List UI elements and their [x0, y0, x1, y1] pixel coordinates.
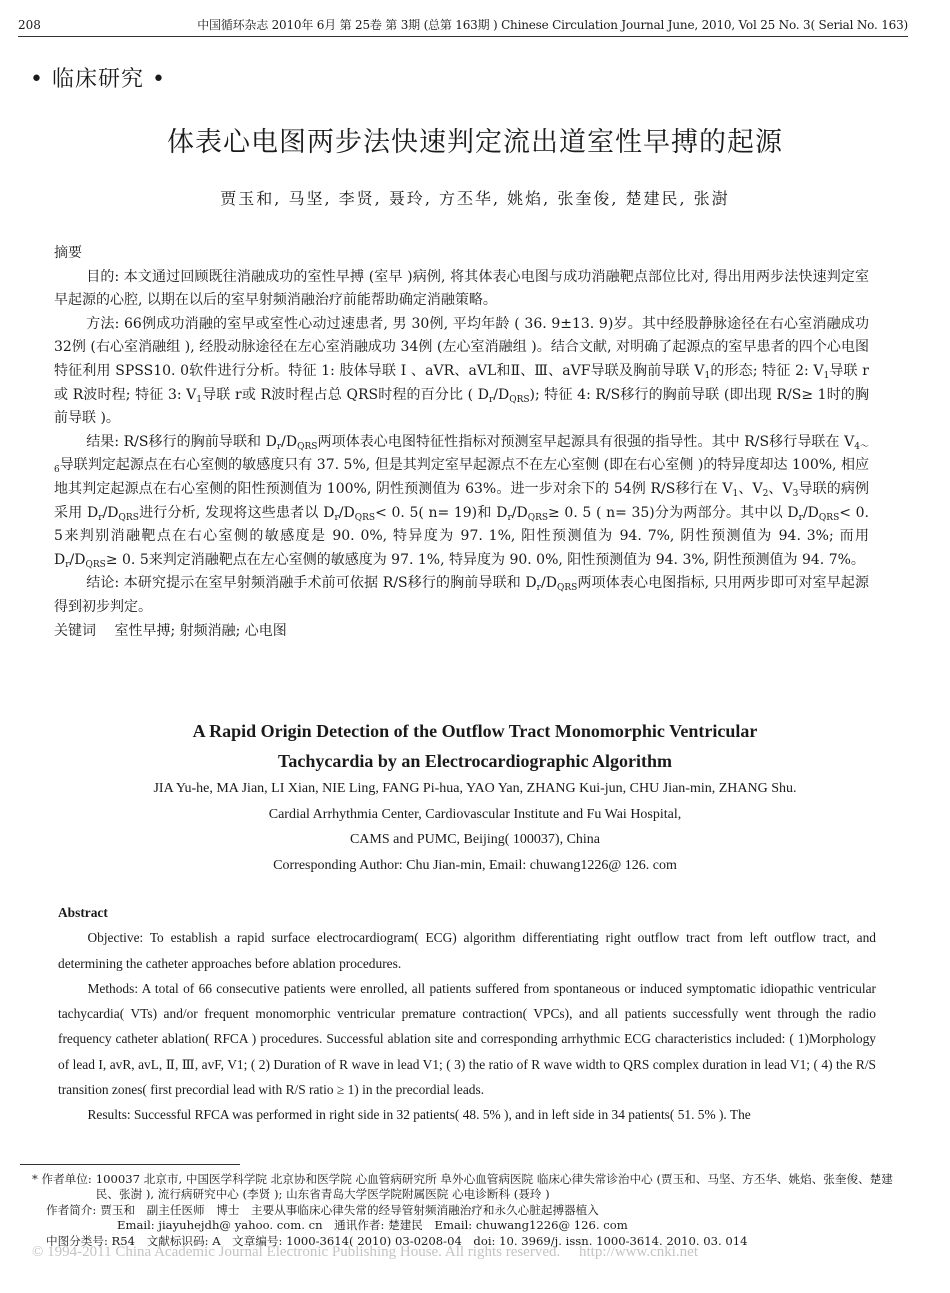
english-objective: Objective: To establish a rapid surface electrocardiogram( ECG) algorithm differentiating right outflow tract from left outflow tract, and determining the catheter approaches before ablation procedures.: [58, 930, 876, 971]
footnotes: [32, 1172, 912, 1249]
english-title: [0, 716, 950, 776]
abstract-methods: 方法: 66例成功消融的室早或室性心动过速患者, 男 30例, 平均年龄 ( 36. 9±13. 9)岁。其中经股静脉途径在右心室消融成功 32例 (右心室消融组 ), 经股动脉途径在左心室消融成功 34例 (左心室消融组 )。结合文献, 对明确了起源点的室早患者的四个心电图特征利用 SPSS10. 0软件进行分析。特征 1: 肢体导联 Ⅰ 、aVR、aVL和Ⅱ、Ⅲ、aVF导联及胸前导联 $V_1$的形态; 特征 2: $V_1$导联 r或 R波时程; 特征 3: $V_1$导联 r或 R波时程占总 QRS时程的百分比 ( $D_r/D_{QRS}$); 特征 4: R/S移行的胸前导联 (即出现 R/S≥ 1时的胸前导联 )。: [54, 315, 869, 427]
footnote-email: Email: jiayuhejdh@ yahoo. com. cn 通讯作者: 楚建民 Email: chuwang1226@ 126. com: [117, 1218, 628, 1233]
english-methods: Methods: A total of 66 consecutive patients were enrolled, all patients suffered from spontaneous or induced symptomatic idiopathic ventricular tachycardia( VTs) and/or frequent monomorphic ventricular premature contraction( VPCs), and all patients successfully went through the radio frequency catheter ablation( RFCA ) procedures. Successful ablation site and corresponding arrhythmic ECG characteristics included: ( 1)Morphology of lead I, avR, avL, Ⅱ, Ⅲ, avF, V1; ( 2) Duration of R wave in lead V1; ( 3) the ratio of R wave width to QRS complex duration in lead V1; ( 4) the R/S transition zones( first precordial lead with R/S ratio ≥ 1) in the precordial leads.: [58, 980, 876, 1098]
copyright-watermark: © 1994-2011 China Academic Journal Electronic Publishing House. All rights reserved. http://www.cnki.net: [32, 1244, 699, 1260]
english-authors: JIA Yu-he, MA Jian, LI Xian, NIE Ling, FANG Pi-hua, YAO Yan, ZHANG Kui-jun, CHU Jian-min, ZHANG Shu.: [153, 781, 797, 796]
author-list: 贾玉和, 马坚, 李贤, 聂玲, 方丕华, 姚焰, 张奎俊, 楚建民, 张澍: [220, 189, 730, 208]
chinese-abstract: [54, 242, 869, 643]
footnote-affiliation-label: * 作者单位:: [32, 1172, 92, 1186]
english-title-line-2: Tachycardia by an Electrocardiographic Algorithm: [278, 751, 672, 771]
english-results: Results: Successful RFCA was performed in right side in 32 patients( 48. 5% ), and in left side in 34 patients( 51. 5% ). The: [87, 1107, 751, 1123]
footnote-bio-text: 贾玉和 副主任医师 博士 主要从事临床心律失常的经导管射频消融治疗和永久心脏起搏器植入: [100, 1202, 599, 1217]
english-corresponding-author: Corresponding Author: Chu Jian-min, Email: chuwang1226@ 126. com: [273, 857, 677, 873]
abstract-conclusion: 结论: 本研究提示在室早射频消融手术前可依据 R/S移行的胸前导联和 $D_r/D_{QRS}$两项体表心电图指标, 只用两步即可对室早起源得到初步判定。: [54, 575, 870, 615]
page-number: 208: [18, 18, 41, 32]
footnote-affiliation-text: 100037 北京市, 中国医学科学院 北京协和医学院 心血管病研究所 阜外心血管病医院 临床心律失常诊治中心 (贾玉和、马坚、方丕华、姚焰、张奎俊、楚建民、张澍 ), 流行病研究中心 (李贤 ); 山东省青岛大学医学院附属医院 心电诊断科 (聂玲 ): [95, 1172, 893, 1202]
keywords: 关键词 室性早搏; 射频消融; 心电图: [54, 622, 287, 639]
footnote-classification: 中图分类号: R54 文献标识码: A 文章编号: 1000-3614( 2010) 03-0208-04 doi: 10. 3969/j. issn. 1000-3614. 2010. 03. 014: [46, 1233, 748, 1248]
footnote-bio: [32, 1203, 912, 1218]
english-abstract: [58, 900, 876, 1128]
abstract-objective: 目的: 本文通过回顾既往消融成功的室性早搏 (室早 )病例, 将其体表心电图与成功消融靶点部位比对, 得出用两步法快速判定室早起源的心腔, 以期在以后的室早射频消融治疗前能帮助确定消融策略。: [54, 268, 869, 309]
journal-citation: 中国循环杂志 2010年 6月 第 25卷 第 3期 (总第 163期 ) Chinese Circulation Journal June, 2010, Vol 25 No. 3( Serial No. 163): [197, 18, 908, 32]
english-author-info: [0, 776, 950, 878]
footnote-bio-label: 作者简介:: [46, 1202, 97, 1217]
abstract-heading: 摘要: [54, 245, 82, 261]
footnote-rule: [20, 1164, 240, 1165]
running-header: [18, 14, 908, 37]
english-location: CAMS and PUMC, Beijing( 100037), China: [349, 832, 601, 847]
english-affiliation: Cardial Arrhythmia Center, Cardiovascular Institute and Fu Wai Hospital,: [268, 806, 682, 822]
english-title-line-1: A Rapid Origin Detection of the Outflow Tract Monomorphic Ventricular: [192, 721, 758, 741]
section-label: • 临床研究 •: [30, 67, 166, 92]
article-title: 体表心电图两步法快速判定流出道室性早搏的起源: [167, 127, 783, 158]
footnote-affiliation: [32, 1172, 912, 1203]
english-abstract-heading: Abstract: [58, 905, 108, 920]
abstract-results: 结果: R/S移行的胸前导联和 $D_r/D_{QRS}$两项体表心电图特征性指标对预测室早起源具有很强的指导性。其中 R/S移行导联在 $V_{4\sim 6}$导联判定起源点在右心室侧的敏感度只有 37. 5%, 但是其判定室早起源点不在左心室侧 (即在右心室侧 )的特异度却达 100%, 相应地其判定起源点在右心室侧的阳性预测值为 100%, 阴性预测值为 63%。进一步对余下的 54例 R/S移行在 $V_1$、$V_2$、$V_3$导联的病例采用 $D_r/D_{QRS}$进行分析, 发现将这些患者以 $D_r/D_{QRS}< 0$. 5( n= 19)和 $D_r/D_{QRS}\ge 0$. 5 ( n= 35)分为两部分。其中以 $D_r/D_{QRS}< 0$. 5来判别消融靶点在右心室侧的敏感度是 90. 0%, 特异度为 97. 1%, 阳性预测值为 94. 7%, 阴性预测值为 94. 3%; 而用 $D_r/D_{QRS}\ge 0$. 5来判定消融靶点在左心室侧的敏感度为 97. 1%, 特异度为 90. 0%, 阳性预测值为 94. 3%, 阴性预测值为 94. 7%。: [54, 433, 869, 570]
